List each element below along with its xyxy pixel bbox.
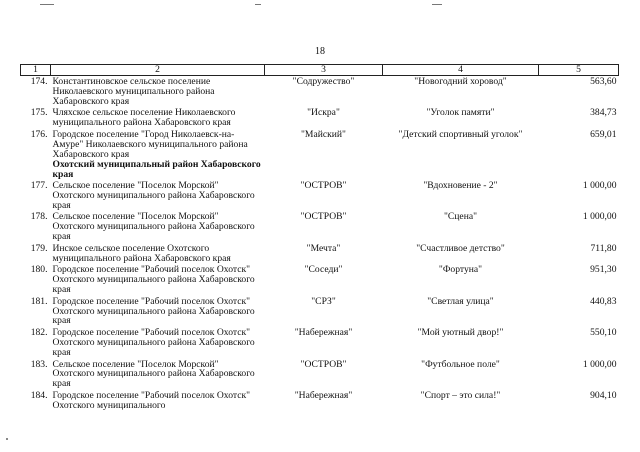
project-name: "Вдохновение - 2" [423, 179, 498, 191]
row-number: 184. [30, 389, 48, 401]
amount: 1 000,00 [582, 211, 617, 223]
tos-name: "СРЗ" [311, 295, 336, 307]
table-row [21, 107, 619, 129]
table-row [21, 243, 619, 265]
row-number: 177. [30, 179, 48, 191]
project-name: "Детский спортивный уголок" [398, 128, 523, 140]
header-col-4: 4 [383, 65, 539, 76]
tos-name: "Соседи" [304, 264, 343, 276]
project-name: "Уголок памяти" [426, 107, 495, 119]
tos-name: "Майский" [301, 128, 346, 140]
project-name: "Фортуна" [438, 264, 483, 276]
tos-name: "Набережная" [294, 327, 353, 339]
header-col-3: 3 [265, 65, 383, 76]
settlement-name: Сельское поселение "Поселок Морской" Охотского муниципального района Хабаровского края [52, 211, 255, 242]
table-row [21, 76, 619, 108]
tos-name: "Искра" [307, 107, 340, 119]
row-number: 174. [30, 76, 48, 87]
table-row [21, 129, 619, 160]
amount: 563,60 [590, 76, 617, 87]
row-number: 182. [30, 327, 48, 339]
project-name: "Новогодний хоровод" [414, 76, 507, 87]
amount: 659,01 [590, 128, 617, 140]
tos-name: "Содружество" [292, 76, 355, 87]
project-name: "Светлая улица" [427, 295, 494, 307]
settlement-name: Сельское поселение "Поселок Морской" Охотского муниципального района Хабаровского края [52, 179, 255, 211]
settlements-table [20, 64, 619, 412]
project-name: "Счастливое детство" [416, 242, 505, 254]
table-row [21, 327, 619, 358]
project-name: "Спорт – это сила!" [420, 389, 501, 401]
table-row [21, 359, 619, 390]
amount: 904,10 [590, 389, 617, 401]
table-row [21, 264, 619, 295]
settlement-name: Чляхское сельское поселение Николаевского муниципального района Хабаровского края [52, 107, 236, 129]
header-col-1: 1 [21, 65, 51, 76]
tos-name: "ОСТРОВ" [300, 211, 347, 223]
settlement-name: Городское поселение "Рабочий поселок Охотск" Охотского муниципального района Хабаровского края [52, 264, 255, 295]
settlement-name: Городское поселение "Рабочий поселок Охотск" Охотского муниципального [52, 389, 251, 411]
row-number: 180. [30, 264, 48, 276]
row-number: 181. [30, 295, 48, 307]
settlement-name: Городское поселение "Рабочий поселок Охотск" Охотского муниципального района Хабаровского края [52, 327, 255, 358]
amount: 550,10 [590, 327, 617, 339]
amount: 440,83 [590, 295, 617, 307]
amount: 951,30 [590, 264, 617, 276]
amount: 384,73 [590, 107, 617, 119]
project-name: "Сцена" [443, 211, 478, 223]
table-row [21, 390, 619, 412]
table-row [21, 211, 619, 242]
settlement-name: Городское поселение "Город Николаевск-на-Амуре" Николаевского муниципального района Хабаровского края [52, 128, 248, 160]
settlement-name: Инское сельское поселение Охотского муниципального района Хабаровского края [52, 242, 231, 264]
section-heading: Охотский муниципальный район Хабаровского края [52, 159, 261, 181]
settlement-name: Сельское поселение "Поселок Морской" Охотского муниципального района Хабаровского края [52, 358, 255, 390]
header-col-5: 5 [539, 65, 619, 76]
amount: 1 000,00 [582, 358, 617, 370]
scan-marks [0, 4, 640, 10]
settlement-name: Константиновское сельское поселение Николаевского муниципального района Хабаровского края [52, 76, 215, 107]
project-name: "Мой уютный двор!" [417, 327, 504, 339]
tos-name: "ОСТРОВ" [300, 358, 347, 370]
amount: 1 000,00 [582, 179, 617, 191]
table-row [21, 180, 619, 211]
tos-name: "Набережная" [294, 389, 353, 401]
amount: 711,80 [590, 242, 617, 254]
row-number: 183. [30, 358, 48, 370]
scan-dot [6, 438, 8, 440]
tos-name: "ОСТРОВ" [300, 179, 347, 191]
project-name: "Футбольное поле" [421, 358, 500, 370]
header-col-2: 2 [51, 65, 265, 76]
row-number: 175. [30, 107, 48, 119]
tos-name: "Мечта" [306, 242, 341, 254]
section-row [21, 160, 619, 180]
row-number: 176. [30, 128, 48, 140]
settlement-name: Городское поселение "Рабочий поселок Охотск" Охотского муниципального района Хабаровского края [52, 295, 255, 327]
table-header-row [21, 65, 619, 76]
table-row [21, 296, 619, 327]
row-number: 179. [30, 242, 48, 254]
row-number: 178. [30, 211, 48, 223]
page-number: 18 [315, 46, 325, 57]
